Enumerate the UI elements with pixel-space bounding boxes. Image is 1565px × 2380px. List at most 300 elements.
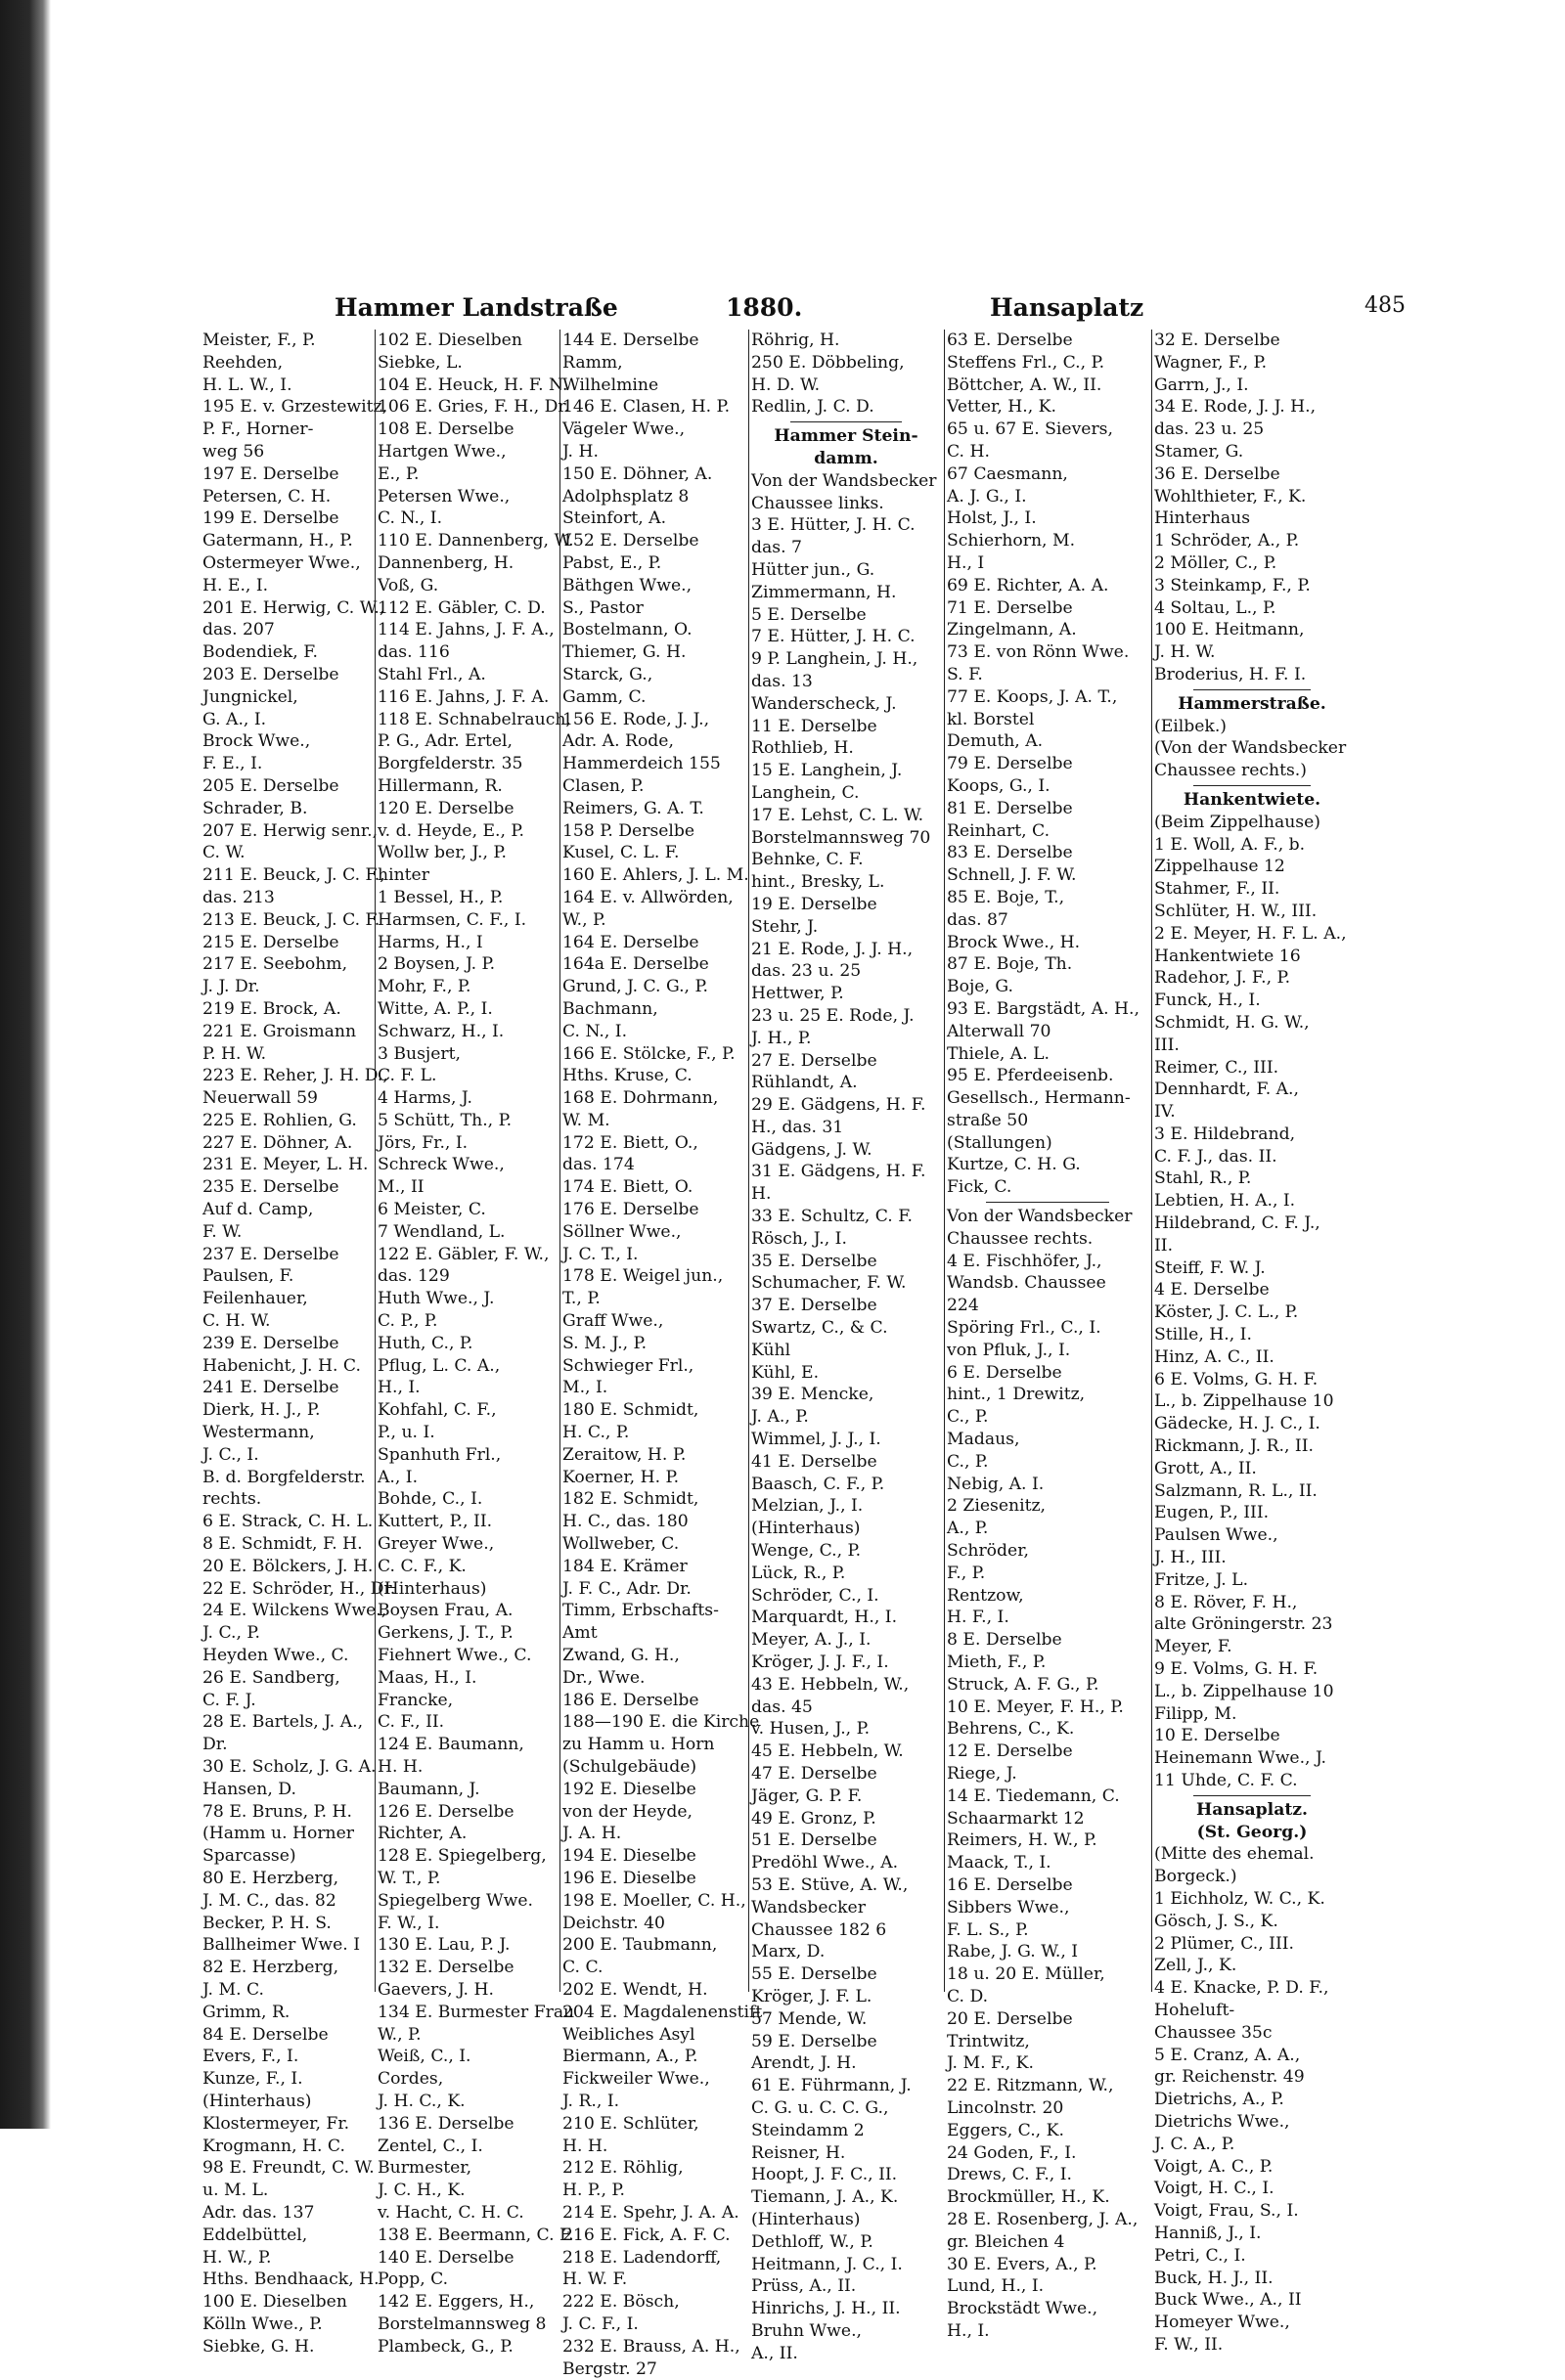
- directory-entry-line: Chaussee 182 6: [751, 1919, 887, 1940]
- directory-entry-line: Struck, A. F. G., P.: [947, 1674, 1099, 1695]
- directory-entry-line: Filipp, M.: [1154, 1703, 1237, 1724]
- directory-entry-line: hint., 1 Drewitz,: [947, 1385, 1086, 1405]
- directory-entry-line: 205 E. Derselbe: [202, 775, 339, 796]
- directory-entry-line: hinter: [378, 865, 429, 886]
- directory-entry-line: 95 E. Pferdeeisenb.: [947, 1066, 1114, 1086]
- directory-entry-line: S. F.: [947, 664, 983, 684]
- directory-entry-line: Gädecke, H. J. C., I.: [1154, 1414, 1320, 1434]
- directory-entry-line: II.: [1154, 1235, 1174, 1256]
- directory-entry-line: 114 E. Jahns, J. F. A.,: [378, 620, 555, 640]
- directory-entry-line: Radehor, J. F., P.: [1154, 968, 1291, 989]
- directory-entry-line: Holst, J., I.: [947, 508, 1037, 529]
- directory-entry-line: Reinhart, C.: [947, 820, 1051, 841]
- directory-entry-line: 55 E. Derselbe: [751, 1964, 877, 1985]
- directory-entry-line: Wohlthieter, F., K.: [1154, 486, 1307, 507]
- directory-entry-line: 188—190 E. die Kirche: [562, 1712, 760, 1733]
- directory-column-1: [202, 330, 396, 2357]
- directory-entry-line: Böttcher, A. W., II.: [947, 375, 1102, 395]
- directory-entry-line: H. F., I.: [947, 1608, 1009, 1628]
- directory-entry-line: J. M. C., das. 82: [202, 1890, 336, 1911]
- directory-entry-line: Langhein, C.: [751, 782, 860, 803]
- directory-entry-line: 192 E. Dieselbe: [562, 1779, 696, 1799]
- directory-entry-line: Bäthgen Wwe.,: [562, 575, 693, 595]
- directory-entry-line: III.: [1154, 1035, 1180, 1055]
- directory-entry-line: H. C., P.: [562, 1423, 630, 1443]
- directory-entry-line: Garrn, J., I.: [1154, 375, 1249, 395]
- directory-entry-line: H. E., I.: [202, 575, 269, 595]
- directory-entry-line: Wilhelmine: [562, 375, 659, 395]
- directory-entry-line: Ballheimer Wwe. I: [202, 1935, 361, 1956]
- directory-entry-line: Schwarz, H., I.: [378, 1021, 505, 1041]
- directory-entry-line: 158 P. Derselbe: [562, 820, 695, 841]
- directory-entry-line: Adr. das. 137: [202, 2202, 315, 2223]
- directory-entry-line: Rabe, J. G. W., I: [947, 1942, 1079, 1962]
- directory-entry-line: Petersen Wwe.,: [378, 486, 511, 507]
- directory-entry-line: 216 E. Fick, A. F. C.: [562, 2225, 731, 2245]
- directory-entry-line: Bergstr. 27: [562, 2358, 657, 2379]
- directory-entry-line: Reimer, C., III.: [1154, 1057, 1279, 1078]
- directory-entry-line: Brockstädt Wwe.,: [947, 2299, 1098, 2319]
- directory-entry-line: 152 E. Derselbe: [562, 531, 699, 551]
- directory-entry-line: 128 E. Spiegelberg,: [378, 1846, 547, 1867]
- directory-entry-line: 69 E. Richter, A. A.: [947, 575, 1109, 595]
- directory-entry-line: 202 E. Wendt, H.: [562, 1979, 708, 2000]
- directory-entry-line: P. F., Horner-: [202, 419, 314, 440]
- directory-entry-line: 1 Eichholz, W. C., K.: [1154, 1888, 1325, 1909]
- directory-entry-line: gr. Reichenstr. 49: [1154, 2067, 1305, 2088]
- directory-entry-line: 164a E. Derselbe: [562, 954, 709, 975]
- directory-entry-line: Gädgens, J. W.: [751, 1139, 872, 1160]
- directory-entry-line: Dannenberg, H.: [378, 552, 514, 573]
- directory-entry-line: C. G. u. C. C. G.,: [751, 2097, 889, 2118]
- directory-entry-line: 212 E. Röhlig,: [562, 2158, 684, 2179]
- directory-entry-line: Baasch, C. F., P.: [751, 1474, 885, 1494]
- directory-entry-line: L., b. Zippelhause 10: [1154, 1391, 1334, 1412]
- directory-entry-line: (Mitte des ehemal.: [1154, 1844, 1315, 1865]
- directory-entry-line: das. 45: [751, 1697, 813, 1717]
- directory-entry-line: Bohde, C., I.: [378, 1489, 483, 1510]
- directory-entry-line: 219 E. Brock, A.: [202, 998, 341, 1019]
- directory-entry-line: (Schulgebäude): [562, 1757, 697, 1777]
- directory-entry-line: 130 E. Lau, P. J.: [378, 1935, 511, 1956]
- directory-entry-line: Borgfelderstr. 35: [378, 754, 523, 774]
- directory-entry-line: 199 E. Derselbe: [202, 508, 339, 529]
- directory-entry-line: H.: [751, 1184, 772, 1205]
- directory-entry-line: 28 E. Bartels, J. A.,: [202, 1712, 364, 1733]
- directory-entry-line: C. H. W.: [202, 1311, 271, 1332]
- directory-entry-line: Borgeck.): [1154, 1867, 1237, 1887]
- directory-entry-line: H., I.: [378, 1378, 421, 1398]
- column-divider: [559, 330, 560, 1992]
- directory-entry-line: 210 E. Schlüter,: [562, 2113, 699, 2134]
- directory-entry-line: Zimmermann, H.: [751, 582, 897, 602]
- directory-entry-line: 168 E. Dohrmann,: [562, 1088, 719, 1109]
- directory-entry-line: Wandsb. Chaussee: [947, 1273, 1106, 1294]
- directory-entry-line: H. H.: [562, 2136, 608, 2156]
- directory-entry-line: Stahl Frl., A.: [378, 664, 486, 684]
- directory-entry-line: 108 E. Derselbe: [378, 419, 514, 440]
- directory-entry-line: F. L. S., P.: [947, 1919, 1029, 1940]
- directory-entry-line: Alterwall 70: [947, 1021, 1051, 1041]
- directory-entry-line: 30 E. Scholz, J. G. A.: [202, 1757, 377, 1777]
- directory-entry-line: Pflug, L. C. A.,: [378, 1355, 501, 1376]
- directory-entry-line: Grott, A., II.: [1154, 1458, 1257, 1478]
- directory-entry-line: 24 E. Wilckens Wwe.,: [202, 1601, 387, 1621]
- directory-entry-line: 178 E. Weigel jun.,: [562, 1266, 724, 1287]
- directory-entry-line: (Hamm u. Horner: [202, 1824, 355, 1844]
- directory-entry-line: 2 Möller, C., P.: [1154, 552, 1277, 573]
- directory-entry-line: Spiegelberg Wwe.: [378, 1890, 533, 1911]
- directory-entry-line: 1 Schröder, A., P.: [1154, 531, 1300, 551]
- directory-entry-line: Steinfort, A.: [562, 508, 667, 529]
- directory-entry-line: Madaus,: [947, 1430, 1020, 1450]
- directory-entry-line: Eggers, C., K.: [947, 2120, 1064, 2140]
- directory-entry-line: Zippelhause 12: [1154, 857, 1285, 877]
- directory-entry-line: Trintwitz,: [947, 2031, 1030, 2051]
- directory-entry-line: P. G., Adr. Ertel,: [378, 731, 513, 752]
- directory-entry-line: 195 E. v. Grzestewitz,: [202, 397, 388, 418]
- directory-entry-line: 232 E. Brauss, A. H.,: [562, 2336, 740, 2357]
- directory-entry-line: Marx, D.: [751, 1942, 826, 1962]
- directory-entry-line: 106 E. Gries, F. H., Dr.: [378, 397, 570, 418]
- directory-entry-line: 215 E. Derselbe: [202, 932, 339, 952]
- directory-entry-line: Stahmer, F., II.: [1154, 879, 1280, 900]
- directory-entry-line: Mohr, F., P.: [378, 977, 471, 997]
- directory-entry-line: (Hinterhaus): [751, 1519, 861, 1539]
- directory-entry-line: 16 E. Derselbe: [947, 1874, 1073, 1895]
- directory-entry-line: 1 Bessel, H., P.: [378, 887, 504, 907]
- directory-entry-line: Burmester,: [378, 2158, 472, 2179]
- directory-entry-line: W., P.: [378, 2024, 422, 2045]
- directory-entry-line: Kunze, F., I.: [202, 2069, 303, 2090]
- directory-entry-line: 200 E. Taubmann,: [562, 1935, 718, 1956]
- directory-entry-line: 14 E. Tiedemann, C.: [947, 1785, 1120, 1806]
- directory-entry-line: Bostelmann, O.: [562, 620, 693, 640]
- directory-entry-line: Steindamm 2: [751, 2120, 865, 2140]
- directory-entry-line: M., II: [378, 1177, 425, 1198]
- directory-entry-line: J. A., P.: [751, 1407, 809, 1428]
- directory-entry-line: Wenge, C., P.: [751, 1541, 862, 1562]
- directory-entry-line: Harmsen, C. F., I.: [378, 909, 527, 930]
- directory-entry-line: 204 E. Magdalenenstift: [562, 2002, 763, 2022]
- directory-entry-line: Schierhorn, M.: [947, 531, 1076, 551]
- directory-entry-line: H. P., P.: [562, 2181, 625, 2201]
- directory-entry-line: C. N., I.: [562, 1021, 628, 1041]
- directory-entry-line: Drews, C. F., I.: [947, 2165, 1072, 2185]
- directory-entry-line: Bodendiek, F.: [202, 642, 318, 663]
- directory-entry-line: 77 E. Koops, J. A. T.,: [947, 686, 1118, 707]
- directory-entry-line: (Hinterhaus): [378, 1578, 487, 1599]
- directory-entry-line: Ostermeyer Wwe.,: [202, 552, 361, 573]
- directory-column-6: [1154, 330, 1350, 2355]
- directory-entry-line: 132 E. Derselbe: [378, 1958, 514, 1978]
- directory-entry-line: Voigt, A. C., P.: [1154, 2156, 1274, 2177]
- directory-entry-line: 196 E. Dieselbe: [562, 1868, 696, 1888]
- directory-entry-line: P., u. I.: [378, 1423, 435, 1443]
- column-divider: [1151, 330, 1152, 1992]
- directory-entry-line: Harms, H., I: [378, 932, 483, 952]
- directory-entry-line: A., P.: [947, 1519, 989, 1539]
- directory-entry-line: Timm, Erbschafts-: [562, 1601, 719, 1621]
- directory-entry-line: das. 207: [202, 620, 275, 640]
- directory-entry-line: Dietrichs Wwe.,: [1154, 2111, 1290, 2132]
- directory-entry-line: 1 E. Woll, A. F., b.: [1154, 834, 1306, 855]
- directory-entry-line: Fiehnert Wwe., C.: [378, 1646, 532, 1666]
- directory-entry-line: Ramm,: [562, 352, 623, 373]
- directory-entry-line: hint., Bresky, L.: [751, 872, 885, 893]
- directory-entry-line: das. 87: [947, 909, 1008, 930]
- directory-entry-line: 186 E. Derselbe: [562, 1690, 699, 1710]
- street-heading: (St. Georg.): [1196, 1822, 1308, 1842]
- directory-entry-line: IV.: [1154, 1102, 1176, 1123]
- directory-entry-line: C. P., P.: [378, 1311, 438, 1332]
- directory-entry-line: straße 50: [947, 1110, 1029, 1130]
- directory-entry-line: 79 E. Derselbe: [947, 754, 1073, 774]
- directory-entry-line: Dethloff, W., P.: [751, 2231, 873, 2252]
- directory-entry-line: Popp, C.: [378, 2270, 449, 2290]
- directory-entry-line: Huth, C., P.: [378, 1333, 473, 1353]
- directory-entry-line: 184 E. Krämer: [562, 1556, 688, 1576]
- directory-entry-line: Reehden,: [202, 352, 284, 373]
- street-heading: damm.: [814, 448, 878, 468]
- directory-entry-line: Hartgen Wwe.,: [378, 441, 507, 462]
- directory-entry-line: Lebtien, H. A., I.: [1154, 1191, 1296, 1212]
- directory-entry-line: Kölln Wwe., P.: [202, 2314, 323, 2334]
- directory-entry-line: Marquardt, H., I.: [751, 1608, 898, 1628]
- directory-entry-line: 10 E. Derselbe: [1154, 1726, 1280, 1746]
- directory-entry-line: 26 E. Sandberg,: [202, 1667, 340, 1688]
- directory-entry-line: Adr. A. Rode,: [562, 731, 674, 752]
- directory-entry-line: Hinrichs, J. H., II.: [751, 2299, 901, 2319]
- directory-entry-line: Wanderscheck, J.: [751, 693, 897, 714]
- directory-entry-line: 18 u. 20 E. Müller,: [947, 1964, 1105, 1985]
- directory-entry-line: Petersen, C. H.: [202, 486, 332, 507]
- street-heading: Hansaplatz.: [1195, 1799, 1309, 1820]
- section-rule: [1193, 689, 1311, 690]
- directory-entry-line: 227 E. Döhner, A.: [202, 1132, 353, 1153]
- directory-entry-line: 15 E. Langhein, J.: [751, 761, 903, 781]
- directory-entry-line: C. C.: [562, 1958, 604, 1978]
- directory-entry-line: Tiemann, J. A., K.: [751, 2187, 899, 2208]
- directory-entry-line: Chaussee links.: [751, 493, 884, 513]
- directory-entry-line: 164 E. Derselbe: [562, 932, 699, 952]
- directory-entry-line: Plambeck, G., P.: [378, 2336, 514, 2357]
- directory-entry-line: 142 E. Eggers, H.,: [378, 2292, 535, 2313]
- directory-entry-line: Maack, T., I.: [947, 1853, 1051, 1873]
- directory-entry-line: 22 E. Ritzmann, W.,: [947, 2076, 1114, 2096]
- directory-entry-line: Zingelmann, A.: [947, 620, 1077, 640]
- directory-entry-line: S., Pastor: [562, 597, 644, 618]
- directory-entry-line: Boysen Frau, A.: [378, 1601, 514, 1621]
- directory-entry-line: 2 Plümer, C., III.: [1154, 1933, 1295, 1954]
- directory-entry-line: W., P.: [562, 909, 606, 930]
- directory-entry-line: 57 Mende, W.: [751, 2008, 868, 2029]
- directory-entry-line: 140 E. Derselbe: [378, 2247, 514, 2268]
- column-divider: [944, 330, 945, 1992]
- directory-entry-line: 32 E. Derselbe: [1154, 331, 1280, 350]
- directory-entry-line: 2 E. Meyer, H. F. L. A.,: [1154, 923, 1347, 944]
- directory-entry-line: 207 E. Herwig senr.,: [202, 820, 379, 841]
- directory-entry-line: Graff Wwe.,: [562, 1311, 664, 1332]
- directory-entry-line: Koops, G., I.: [947, 775, 1051, 796]
- directory-entry-line: Heyden Wwe., C.: [202, 1646, 349, 1666]
- directory-entry-line: 11 E. Derselbe: [751, 716, 877, 736]
- directory-entry-line: 225 E. Rohlien, G.: [202, 1110, 357, 1130]
- directory-entry-line: Witte, A. P., I.: [378, 998, 493, 1019]
- directory-entry-line: 213 E. Beuck, J. C. F.: [202, 909, 380, 930]
- directory-entry-line: Zell, J., K.: [1154, 1956, 1237, 1976]
- directory-entry-line: Becker, P. H. S.: [202, 1913, 332, 1933]
- directory-entry-line: 73 E. von Rönn Wwe.: [947, 642, 1130, 663]
- directory-entry-line: F. W., II.: [1154, 2334, 1224, 2355]
- page-header: [335, 293, 1406, 332]
- directory-entry-line: 138 E. Beermann, C. F.: [378, 2225, 574, 2245]
- directory-entry-line: 201 E. Herwig, C. W.,: [202, 597, 385, 618]
- directory-entry-line: 217 E. Seebohm,: [202, 954, 348, 975]
- directory-entry-line: Gerkens, J. T., P.: [378, 1623, 514, 1644]
- directory-entry-line: 27 E. Derselbe: [751, 1050, 877, 1071]
- directory-entry-line: Stehr, J.: [751, 916, 819, 937]
- directory-entry-line: Brock Wwe.,: [202, 731, 311, 752]
- directory-entry-line: 241 E. Derselbe: [202, 1378, 339, 1398]
- directory-entry-line: 22 E. Schröder, H., Dr.: [202, 1578, 396, 1599]
- book-spine-shadow: [0, 0, 51, 2129]
- directory-entry-line: 78 E. Bruns, P. H.: [202, 1801, 352, 1822]
- directory-entry-line: Riege, J.: [947, 1764, 1017, 1784]
- directory-entry-line: Melzian, J., I.: [751, 1496, 864, 1517]
- directory-entry-line: 180 E. Schmidt,: [562, 1400, 699, 1421]
- directory-entry-line: 45 E. Hebbeln, W.: [751, 1741, 904, 1762]
- directory-entry-line: Brockmüller, H., K.: [947, 2187, 1110, 2208]
- directory-entry-line: Gösch, J. S., K.: [1154, 1911, 1278, 1931]
- directory-entry-line: 20 E. Bölckers, J. H.: [202, 1556, 374, 1576]
- directory-entry-line: J. F. C., Adr. Dr.: [562, 1578, 692, 1599]
- directory-entry-line: 87 E. Boje, Th.: [947, 954, 1073, 975]
- directory-entry-line: 5 Schütt, Th., P.: [378, 1110, 513, 1130]
- directory-entry-line: Köster, J. C. L., P.: [1154, 1302, 1299, 1323]
- directory-entry-line: 98 E. Freundt, C. W.: [202, 2158, 375, 2179]
- directory-entry-line: 24 Goden, F., I.: [947, 2142, 1077, 2163]
- directory-entry-line: 8 E. Derselbe: [947, 1630, 1062, 1651]
- directory-entry-line: (Hinterhaus): [751, 2209, 861, 2229]
- directory-entry-line: 35 E. Derselbe: [751, 1251, 877, 1271]
- directory-entry-line: Schmidt, H. G. W.,: [1154, 1012, 1310, 1033]
- directory-entry-line: W. M.: [562, 1110, 610, 1130]
- header-street-left: Hammer Landstraße: [335, 293, 618, 322]
- directory-entry-line: alte Gröningerstr. 23: [1154, 1614, 1333, 1635]
- directory-entry-line: Hanniß, J., I.: [1154, 2223, 1262, 2243]
- directory-entry-line: Weibliches Asyl: [562, 2024, 695, 2045]
- directory-entry-line: 61 E. Führmann, J.: [751, 2076, 912, 2096]
- directory-entry-line: das. 23 u. 25: [751, 961, 862, 982]
- directory-entry-line: Francke,: [378, 1690, 454, 1710]
- directory-entry-line: Schreck Wwe.,: [378, 1155, 505, 1175]
- directory-entry-line: 160 E. Ahlers, J. L. M.: [562, 865, 749, 886]
- directory-entry-line: 51 E. Derselbe: [751, 1830, 877, 1851]
- directory-entry-line: H. C., das. 180: [562, 1512, 689, 1532]
- directory-entry-line: Buck, H. J., II.: [1154, 2268, 1274, 2288]
- directory-entry-line: 223 E. Reher, J. H. D.,: [202, 1066, 388, 1086]
- directory-entry-line: 100 E. Dieselben: [202, 2292, 347, 2313]
- directory-entry-line: Bachmann,: [562, 998, 658, 1019]
- directory-entry-line: 8 E. Röver, F. H.,: [1154, 1592, 1298, 1612]
- directory-entry-line: 134 E. Burmester Frau: [378, 2002, 575, 2022]
- directory-entry-line: H. H.: [378, 1757, 424, 1777]
- directory-entry-line: 59 E. Derselbe: [751, 2031, 877, 2051]
- directory-entry-line: Schumacher, F. W.: [751, 1273, 907, 1294]
- directory-entry-line: M., I.: [562, 1378, 608, 1398]
- directory-entry-line: J. R., I.: [562, 2091, 620, 2111]
- directory-entry-line: Heitmann, J. C., I.: [751, 2254, 903, 2274]
- directory-entry-line: Petri, C., I.: [1154, 2245, 1246, 2266]
- directory-entry-line: 235 E. Derselbe: [202, 1177, 339, 1198]
- directory-entry-line: 239 E. Derselbe: [202, 1333, 339, 1353]
- section-rule: [790, 421, 902, 422]
- directory-entry-line: H. W., P.: [202, 2247, 272, 2268]
- directory-entry-line: 5 E. Derselbe: [751, 604, 867, 625]
- directory-entry-line: Schwieger Frl.,: [562, 1355, 694, 1376]
- directory-entry-line: C., P.: [947, 1407, 989, 1428]
- directory-entry-line: 164 E. v. Allwörden,: [562, 887, 734, 907]
- directory-entry-line: 100 E. Heitmann,: [1154, 620, 1305, 640]
- directory-entry-line: 30 E. Evers, A., P.: [947, 2254, 1097, 2274]
- directory-entry-line: A., II.: [751, 2343, 798, 2363]
- directory-entry-line: das. 116: [378, 642, 450, 663]
- directory-entry-line: Dennhardt, F. A.,: [1154, 1080, 1299, 1100]
- directory-entry-line: Reisner, H.: [751, 2142, 846, 2163]
- directory-entry-line: 33 E. Schultz, C. F.: [751, 1207, 913, 1227]
- directory-entry-line: 9 P. Langhein, J. H.,: [751, 649, 918, 670]
- directory-entry-line: Zwand, G. H.,: [562, 1646, 680, 1666]
- directory-entry-line: 222 E. Bösch,: [562, 2292, 680, 2313]
- directory-page: [51, 240, 1410, 2379]
- directory-entry-line: Hinz, A. C., II.: [1154, 1346, 1274, 1367]
- directory-entry-line: Meyer, F.: [1154, 1637, 1232, 1657]
- directory-entry-line: Dr., Wwe.: [562, 1667, 646, 1688]
- directory-entry-line: 12 E. Derselbe: [947, 1741, 1073, 1762]
- directory-entry-line: rechts.: [202, 1489, 262, 1510]
- directory-entry-line: Schröder, C., I.: [751, 1585, 879, 1606]
- directory-entry-line: Stamer, G.: [1154, 441, 1244, 462]
- directory-entry-line: 82 E. Herzberg,: [202, 1958, 339, 1978]
- directory-entry-line: Paulsen Wwe.,: [1154, 1525, 1278, 1546]
- directory-entry-line: 166 E. Stölcke, F., P.: [562, 1043, 736, 1064]
- directory-entry-line: Amt: [562, 1623, 598, 1644]
- directory-entry-line: Stahl, R., P.: [1154, 1168, 1252, 1189]
- directory-entry-line: Paulsen, F.: [202, 1266, 294, 1287]
- directory-entry-line: J. M. F., K.: [947, 2053, 1034, 2074]
- directory-entry-line: Eddelbüttel,: [202, 2225, 308, 2245]
- directory-entry-line: 156 E. Rode, J. J.,: [562, 709, 710, 729]
- directory-entry-line: 250 E. Döbbeling,: [751, 352, 905, 373]
- directory-entry-line: Voigt, H. C., I.: [1154, 2179, 1274, 2199]
- directory-entry-line: 136 E. Derselbe: [378, 2113, 514, 2134]
- directory-entry-line: Kohfahl, C. F.,: [378, 1400, 497, 1421]
- directory-entry-line: Biermann, A., P.: [562, 2047, 698, 2067]
- directory-entry-line: von der Heyde,: [562, 1801, 693, 1822]
- directory-entry-line: 198 E. Moeller, C. H.,: [562, 1890, 746, 1911]
- directory-entry-line: Mieth, F., P.: [947, 1653, 1047, 1673]
- directory-entry-line: Vägeler Wwe.,: [562, 419, 686, 440]
- directory-entry-line: W. T., P.: [378, 1868, 441, 1888]
- directory-entry-line: Behrens, C., K.: [947, 1719, 1075, 1740]
- directory-entry-line: v. d. Heyde, E., P.: [378, 820, 524, 841]
- directory-entry-line: 203 E. Derselbe: [202, 664, 339, 684]
- directory-entry-line: Fick, C.: [947, 1177, 1012, 1198]
- directory-entry-line: 237 E. Derselbe: [202, 1244, 339, 1264]
- directory-entry-line: 37 E. Derselbe: [751, 1296, 877, 1316]
- directory-entry-line: C. C. F., K.: [378, 1556, 467, 1576]
